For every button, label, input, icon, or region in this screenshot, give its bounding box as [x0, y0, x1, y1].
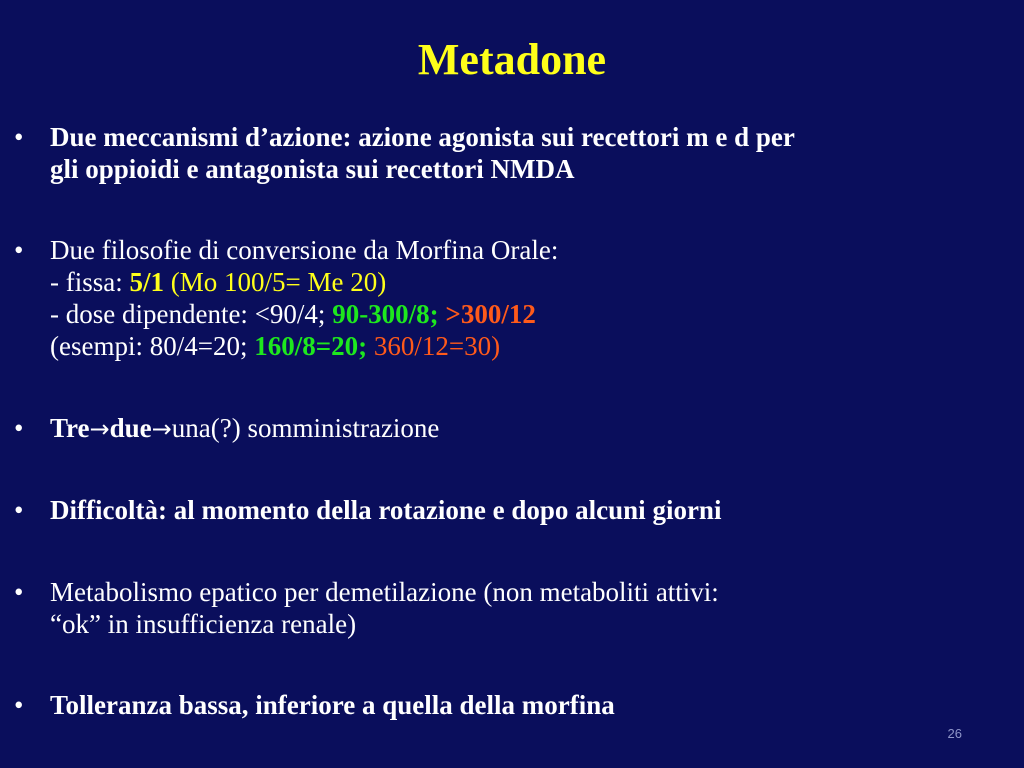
examples-high: 360/12=30) [367, 331, 501, 361]
bullet-text-line: “ok” in insufficienza renale) [50, 609, 357, 639]
fixed-label: - fissa: [50, 267, 130, 297]
slide-title: Metadone [417, 35, 607, 84]
bullet-administration [14, 412, 1004, 445]
examples-low: (esempi: 80/4=20; [50, 331, 255, 361]
right-arrow-icon: → [151, 415, 172, 443]
bullet-difficulty [14, 494, 1004, 526]
bullet-dot: • [14, 690, 24, 720]
administration-line [50, 412, 1004, 445]
conversion-examples-line [50, 330, 1004, 362]
bullet-dot: • [14, 122, 24, 152]
bullet-dot: • [14, 577, 24, 607]
admin-one: una(?) somministrazione [171, 413, 440, 443]
bullet-tolerance [14, 689, 1004, 721]
bullet-text-line: Due meccanismi d’azione: azione agonista sui recettori m e d per [50, 122, 795, 152]
bullet-dot: • [14, 413, 24, 443]
dose-mid-range: 90-300/8; [332, 299, 439, 329]
bullet-metabolism [14, 576, 1004, 640]
bullet-text-line: Tolleranza bassa, inferiore a quella della morfina [50, 690, 615, 720]
bullet-dot: • [14, 495, 24, 525]
examples-mid: 160/8=20; [254, 331, 368, 361]
conversion-fixed-line [50, 266, 1004, 298]
fixed-example: (Mo 100/5= Me 20) [164, 267, 387, 297]
bullet-dot: • [14, 235, 24, 265]
dose-high-range: 300/12 [460, 299, 536, 329]
dose-low-range: <90/4; [254, 299, 333, 329]
dose-high-separator: > [438, 299, 461, 329]
bullet-text-line: Metabolismo epatico per demetilazione (non metaboliti attivi: [50, 577, 719, 607]
bullet-conversion [14, 234, 1004, 362]
dose-label: - dose dipendente: [50, 299, 255, 329]
bullet-text-line: Due filosofie di conversione da Morfina Orale: [50, 235, 559, 265]
bullet-text-line: gli oppioidi e antagonista sui recettori NMDA [50, 154, 575, 184]
bullet-text-line: Difficoltà: al momento della rotazione e dopo alcuni giorni [50, 495, 722, 525]
admin-two: due [109, 413, 152, 443]
conversion-dose-line [50, 298, 1004, 330]
page-number: 26 [947, 726, 962, 741]
fixed-ratio: 5/1 [129, 267, 164, 297]
bullet-list [14, 121, 1004, 721]
bullet-mechanisms [14, 121, 1004, 185]
admin-three: Tre [50, 413, 90, 443]
right-arrow-icon: → [89, 415, 110, 443]
